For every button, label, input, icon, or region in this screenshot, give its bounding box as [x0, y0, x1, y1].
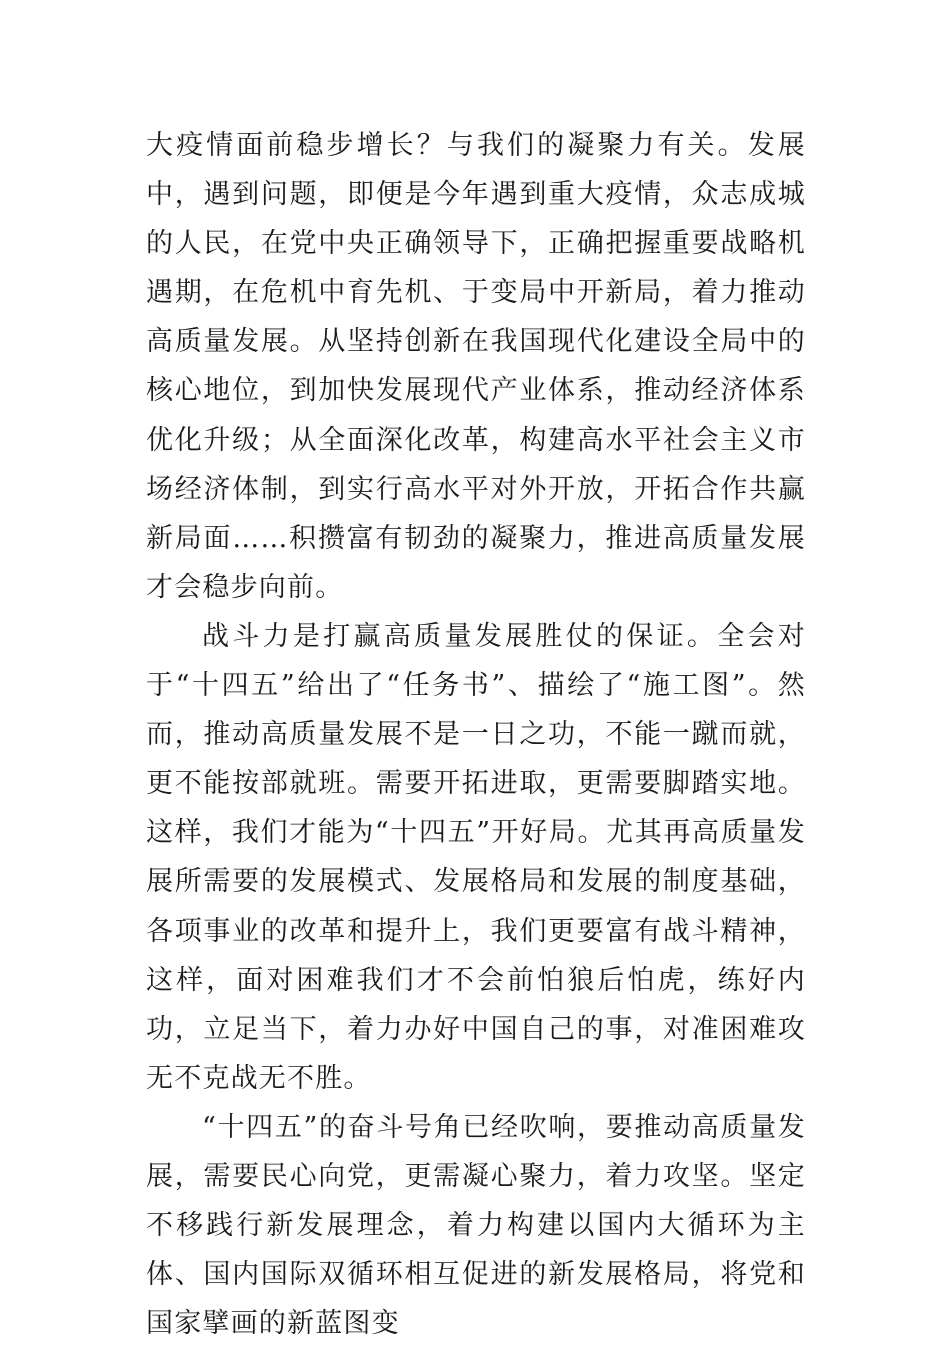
paragraph-2: 战斗力是打赢高质量发展胜仗的保证。全会对于“十四五”给出了“任务书”、描绘了“施工图”。然而，推动高质量发展不是一日之功，不能一蹴而就，更不能按部就班。需要开拓进取，更需要脚踏实地。这样，我们才能为“十四五”开好局。尤其再高质量发展所需要的发展模式、发展格局和发展的制度基础，各项事业的改革和提升上，我们更要富有战斗精神，这样，面对困难我们才不会前怕狼后怕虎，练好内功，立足当下，着力办好中国自己的事，对准困难攻无不克战无不胜。 [146, 620, 806, 1094]
paragraph-3: “十四五”的奋斗号角已经吹响，要推动高质量发展，需要民心向党，更需凝心聚力，着力攻坚。坚定不移践行新发展理念，着力构建以国内大循环为主体、国内国际双循环相互促进的新发展格局，将党和国家擘画的新蓝图变 [146, 1111, 806, 1340]
body-text [146, 121, 806, 1348]
paragraph-1: 大疫情面前稳步增长？与我们的凝聚力有关。发展中，遇到问题，即便是今年遇到重大疫情，众志成城的人民，在党中央正确领导下，正确把握重要战略机遇期，在危机中育先机、于变局中开新局，着力推动高质量发展。从坚持创新在我国现代化建设全局中的核心地位，到加快发展现代产业体系，推动经济体系优化升级；从全面深化改革，构建高水平社会主义市场经济体制，到实行高水平对外开放，开拓合作共赢新局面……积攒富有韧劲的凝聚力，推进高质量发展才会稳步向前。 [146, 130, 806, 603]
